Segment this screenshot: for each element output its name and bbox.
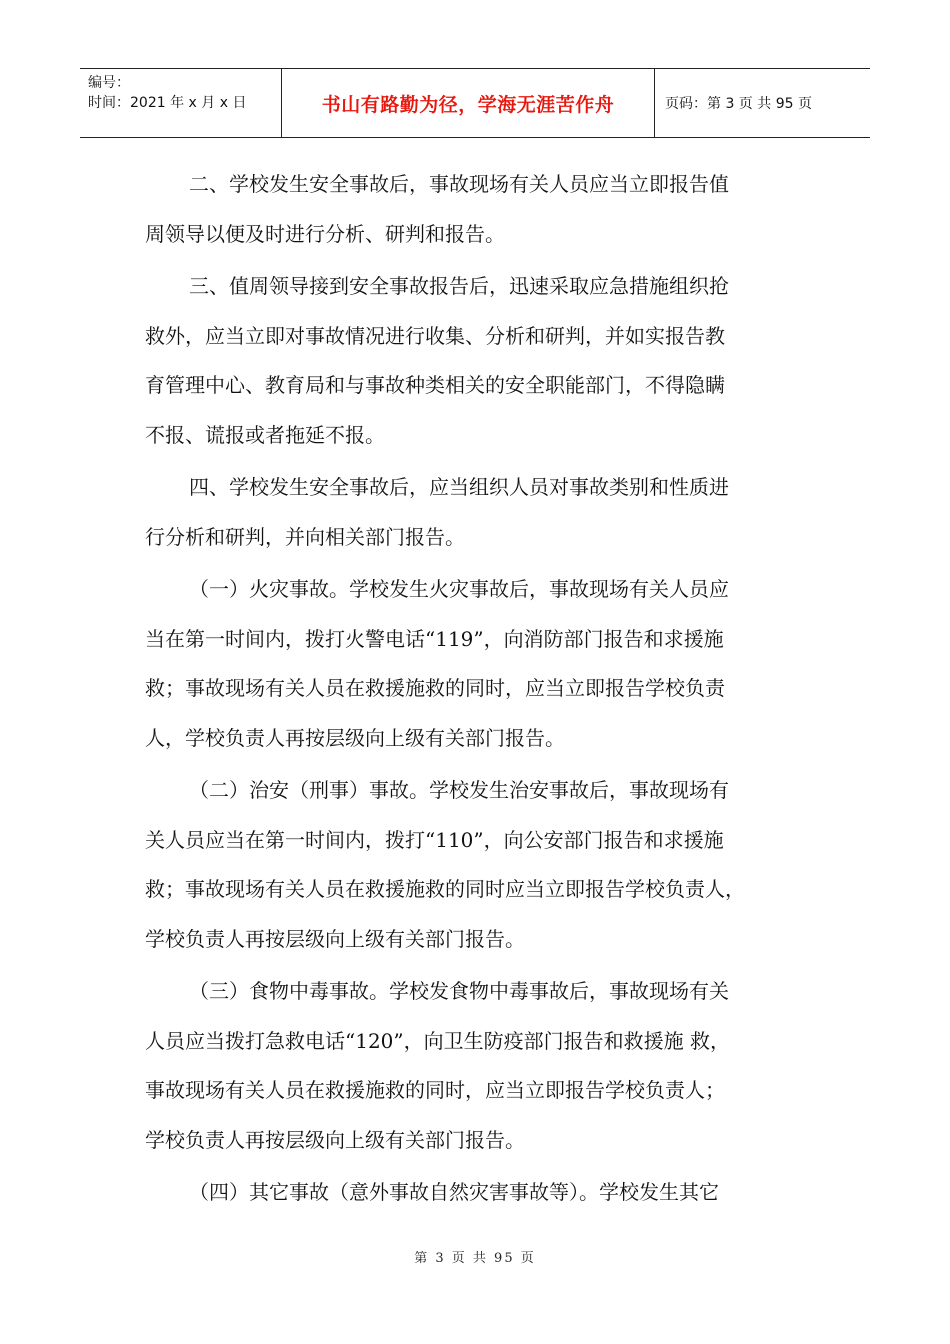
paragraph-other — [145, 1168, 810, 1218]
text-line: 育管理中心、教育局和与事故种类相关的安全职能部门，不得隐瞒 — [145, 373, 725, 397]
header-motto: 书山有路勤为径，学海无涯苦作舟 — [282, 69, 655, 137]
text-line: 当在第一时间内，拨打火警电话“119”，向消防部门报告和求援施 — [145, 626, 724, 651]
text-line: 人员应当拨打急救电话“120”，向卫生防疫部门报告和救援施 救， — [145, 1028, 730, 1053]
text-line: （二）治安（刑事）事故。学校发生治安事故后，事故现场有 — [189, 778, 729, 802]
text-line: 学校负责人再按层级向上级有关部门报告。 — [145, 926, 525, 951]
text-line: 三、值周领导接到安全事故报告后，迅速采取应急措施组织抢 — [189, 274, 729, 298]
text-line: 学校负责人再按层级向上级有关部门报告。 — [145, 1127, 525, 1152]
paragraph-fire — [145, 565, 810, 763]
paragraph-food-poisoning — [145, 967, 810, 1165]
text-line: 关人员应当在第一时间内，拨打“110”，向公安部门报告和求援施 — [145, 827, 724, 852]
text-line: 事故现场有关人员在救援施救的同时，应当立即报告学校负责人； — [145, 1078, 725, 1102]
time-label: 时间：2021 年 x 月 x 日 — [88, 95, 247, 111]
paragraph-security — [145, 766, 810, 964]
text-line: 四、学校发生安全事故后，应当组织人员对事故类别和性质进 — [189, 475, 729, 499]
text-line: 二、学校发生安全事故后，事故现场有关人员应当立即报告值 — [189, 172, 729, 196]
paragraph-2 — [145, 160, 810, 259]
text-line: 不报、谎报或者拖延不报。 — [145, 422, 385, 447]
text-line: 周领导以便及时进行分析、研判和报告。 — [145, 221, 505, 246]
paragraph-3 — [145, 262, 810, 460]
document-header — [80, 68, 870, 138]
text-line: （一）火灾事故。学校发生火灾事故后，事故现场有关人员应 — [189, 577, 729, 601]
document-body — [145, 160, 810, 1221]
text-line: （三）食物中毒事故。学校发食物中毒事故后，事故现场有关 — [189, 979, 729, 1003]
header-meta — [80, 69, 282, 137]
text-line: （四）其它事故（意外事故自然灾害事故等）。学校发生其它 — [189, 1180, 719, 1204]
text-line: 救；事故现场有关人员在救援施救的同时，应当立即报告学校负责 — [145, 676, 725, 700]
text-line: 救；事故现场有关人员在救援施救的同时应当立即报告学校负责人， — [145, 877, 745, 901]
header-page-info: 页码：第 3 页 共 95 页 — [665, 96, 812, 112]
number-label: 编号： — [88, 75, 130, 91]
text-line: 人，学校负责人再按层级向上级有关部门报告。 — [145, 725, 565, 750]
page-footer: 第 3 页 共 95 页 — [414, 1251, 536, 1266]
paragraph-4 — [145, 463, 810, 562]
text-line: 行分析和研判，并向相关部门报告。 — [145, 524, 465, 549]
text-line: 救外，应当立即对事故情况进行收集、分析和研判，并如实报告教 — [145, 323, 725, 348]
